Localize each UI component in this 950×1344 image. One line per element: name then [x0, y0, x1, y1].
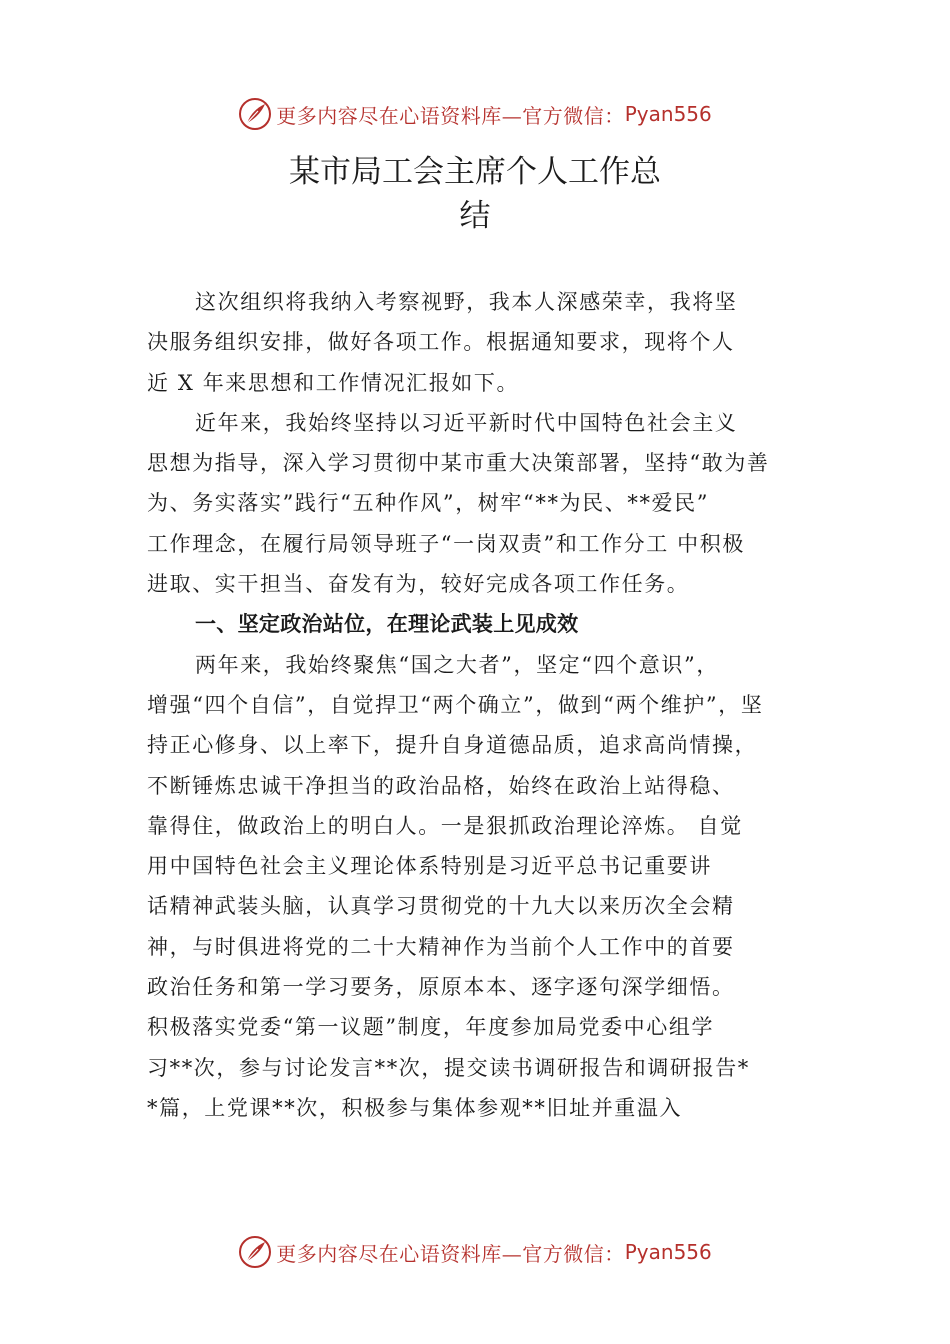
watermark-brand-text: 更多内容尽在心语资料库—官方微信：: [276, 1241, 625, 1266]
paragraph-line: 思想为指导，深入学习贯彻中某市重大决策部署，坚持“敢为善: [147, 451, 770, 476]
paragraph-line: 工作理念，在履行局领导班子“一岗双责”和工作分工 中积极: [147, 531, 745, 556]
paragraph-line: 不断锤炼忠诚干净担当的政治品格，始终在政治上站得稳、: [147, 773, 735, 798]
section-heading: 一、坚定政治站位，在理论武装上见成效: [195, 612, 579, 637]
paragraph-line: 持正心修身、以上率下，提升自身道德品质，追求高尚情操，: [147, 733, 758, 758]
paragraph-line: 这次组织将我纳入考察视野，我本人深感荣幸，我将坚: [195, 290, 738, 314]
paragraph-line: 为、务实落实”践行“五种作风”，树牢“**为民、**爱民”: [147, 491, 710, 516]
watermark-banner-bottom: [0, 1232, 950, 1272]
paragraph-line: 政治任务和第一学习要务，原原本本、逐字逐句深学细悟。: [147, 975, 735, 1000]
paragraph-line: 靠得住，做政治上的明白人。一是狠抓政治理论淬炼。 自觉: [147, 813, 743, 838]
watermark-brand-text: 更多内容尽在心语资料库—官方微信：: [276, 103, 625, 128]
watermark-wechat-id: Pyan556: [624, 102, 712, 126]
document-title: [0, 150, 950, 238]
paragraph-line: 增强“四个自信”，自觉捍卫“两个确立”，做到“两个维护”，坚: [147, 692, 764, 717]
feather-logo-icon: [238, 97, 272, 131]
document-body: [147, 282, 809, 1128]
watermark-wechat-id: Pyan556: [624, 1240, 712, 1264]
title-line: 某市局工会主席个人工作总: [289, 154, 661, 190]
paragraph-line: 习**次，参与讨论发言**次，提交读书调研报告和调研报告*: [147, 1055, 750, 1080]
title-line: 结: [459, 198, 491, 234]
paragraph-line: 决服务组织安排，做好各项工作。根据通知要求，现将个人: [147, 330, 735, 355]
paragraph-line: *篇，上党课**次，积极参与集体参观**旧址并重温入: [147, 1095, 683, 1120]
paragraph-line: 进取、实干担当、奋发有为，较好完成各项工作任务。: [147, 572, 690, 597]
paragraph-line: 近年来，我始终坚持以习近平新时代中国特色社会主义: [195, 410, 738, 435]
paragraph-line: 积极落实党委“第一议题”制度，年度参加局党委中心组学: [147, 1015, 715, 1040]
paragraph-line: 话精神武装头脑，认真学习贯彻党的十九大以来历次全会精: [147, 894, 735, 919]
paragraph-line: 两年来，我始终聚焦“国之大者”，坚定“四个意识”，: [195, 652, 719, 677]
paragraph-line: 神，与时俱进将党的二十大精神作为当前个人工作中的首要: [147, 934, 735, 959]
paragraph-line: 近 X 年来思想和工作情况汇报如下。: [147, 370, 520, 395]
feather-logo-icon: [238, 1235, 272, 1269]
paragraph-line: 用中国特色社会主义理论体系特别是习近平总书记重要讲: [147, 854, 712, 879]
watermark-banner-top: [0, 94, 950, 134]
